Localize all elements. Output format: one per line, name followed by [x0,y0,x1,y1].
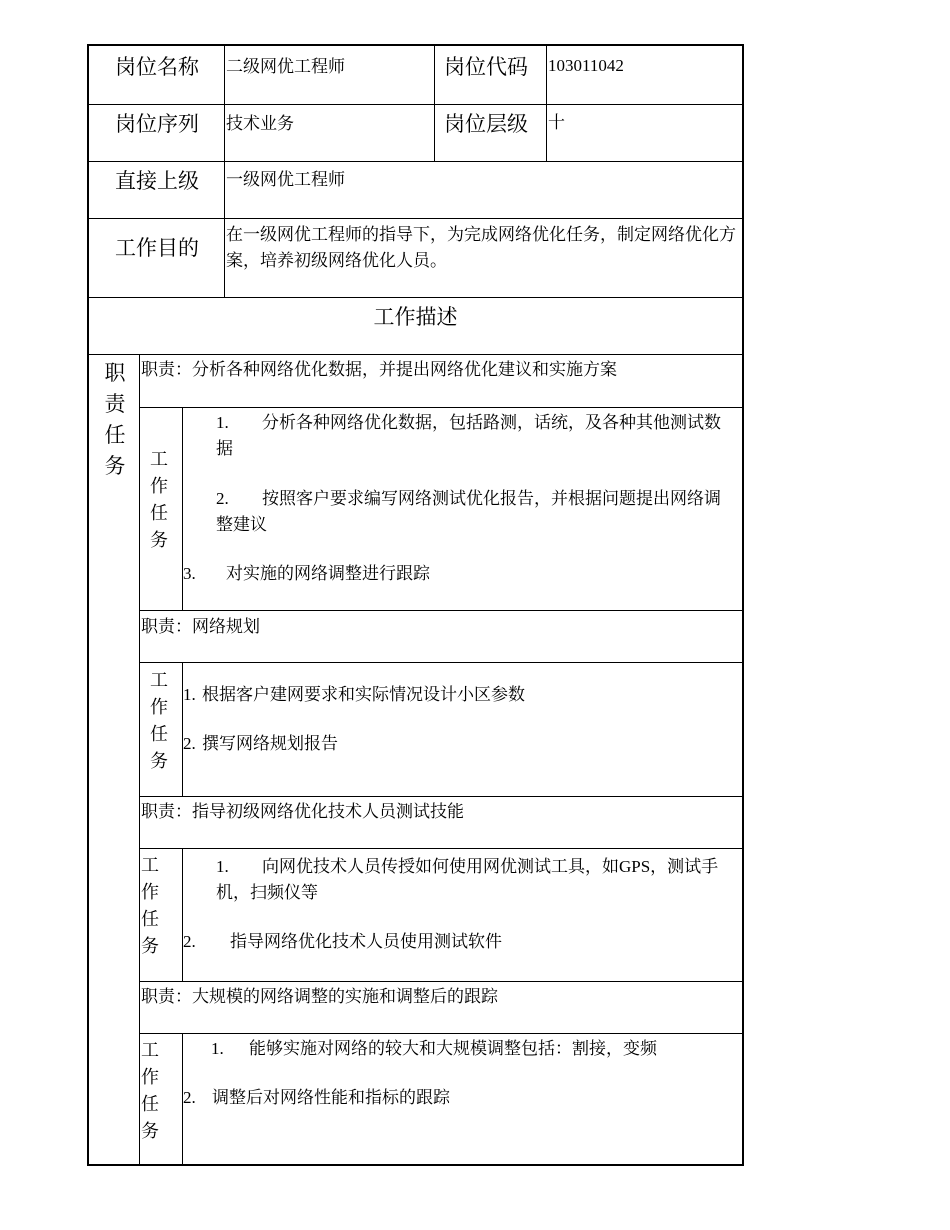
task-item [183,929,733,955]
row-divider [89,161,742,162]
task-number: 1. [216,413,229,432]
col-divider [434,46,435,161]
task-text: 撰写网络规划报告 [202,734,338,753]
task-label: 工作任务 [150,670,168,771]
task-number: 3. [183,564,196,583]
task-text: 根据客户建网要求和实际情况设计小区参数 [202,685,525,704]
post-series-label: 岗位序列 [115,112,199,136]
row-divider [140,610,742,611]
task-label: 工作任务 [150,449,168,550]
duty-title: 职责：网络规划 [141,617,260,636]
superior-label: 直接上级 [115,169,199,193]
task-number: 2. [183,1088,196,1107]
task-text: 调整后对网络性能和指标的跟踪 [212,1088,450,1107]
job-description-table [87,44,744,1166]
row-divider [140,796,742,797]
col-divider [546,46,547,161]
post-level-value: 十 [548,113,565,132]
post-code-label: 岗位代码 [444,55,528,79]
row-divider [140,662,742,663]
duty-title: 职责：大规模的网络调整的实施和调整后的跟踪 [141,987,498,1006]
task-item [183,1085,733,1111]
row-divider [140,407,742,408]
purpose-value: 在一级网优工程师的指导下，为完成网络优化任务，制定网络优化方案，培养初级网络优化人员。 [226,225,736,270]
col-divider [224,46,225,297]
task-text: 对实施的网络调整进行跟踪 [226,564,430,583]
task-item [216,854,731,906]
task-text: 分析各种网络优化数据，包括路测，话统，及各种其他测试数据 [216,413,721,458]
post-series-value: 技术业务 [226,114,294,133]
row-divider [140,1033,742,1034]
task-item [216,410,731,462]
task-item [216,486,731,538]
row-divider [89,297,742,298]
post-level-label: 岗位层级 [444,112,528,136]
post-name-label: 岗位名称 [115,55,199,79]
task-number: 1. [211,1039,224,1058]
post-code-value: 103011042 [548,56,624,75]
task-number: 2. [183,734,196,753]
task-number: 2. [216,489,229,508]
row-divider [89,104,742,105]
superior-value: 一级网优工程师 [226,170,345,189]
duties-label: 职责任务 [104,361,126,478]
description-title: 工作描述 [373,305,458,329]
task-item [183,682,733,708]
task-item [183,561,733,587]
post-name-value: 二级网优工程师 [226,57,345,76]
row-divider [140,848,742,849]
task-text: 按照客户要求编写网络测试优化报告，并根据问题提出网络调整建议 [216,489,721,534]
task-label: 工作任务 [141,1040,159,1141]
task-number: 2. [183,932,196,951]
task-label: 工作任务 [141,855,159,956]
task-number: 1. [216,857,229,876]
row-divider [89,354,742,355]
task-text: 能够实施对网络的较大和大规模调整包括：割接，变频 [249,1039,657,1058]
task-item [211,1036,731,1062]
task-text: 向网优技术人员传授如何使用网优测试工具，如GPS，测试手机，扫频仪等 [216,857,719,902]
task-item [183,731,733,757]
purpose-label: 工作目的 [115,236,199,260]
duty-title: 职责：分析各种网络优化数据，并提出网络优化建议和实施方案 [141,360,617,379]
task-number: 1. [183,685,196,704]
col-divider [182,848,183,981]
duty-title: 职责：指导初级网络优化技术人员测试技能 [141,802,464,821]
row-divider [89,218,742,219]
row-divider [140,981,742,982]
task-text: 指导网络优化技术人员使用测试软件 [230,932,502,951]
